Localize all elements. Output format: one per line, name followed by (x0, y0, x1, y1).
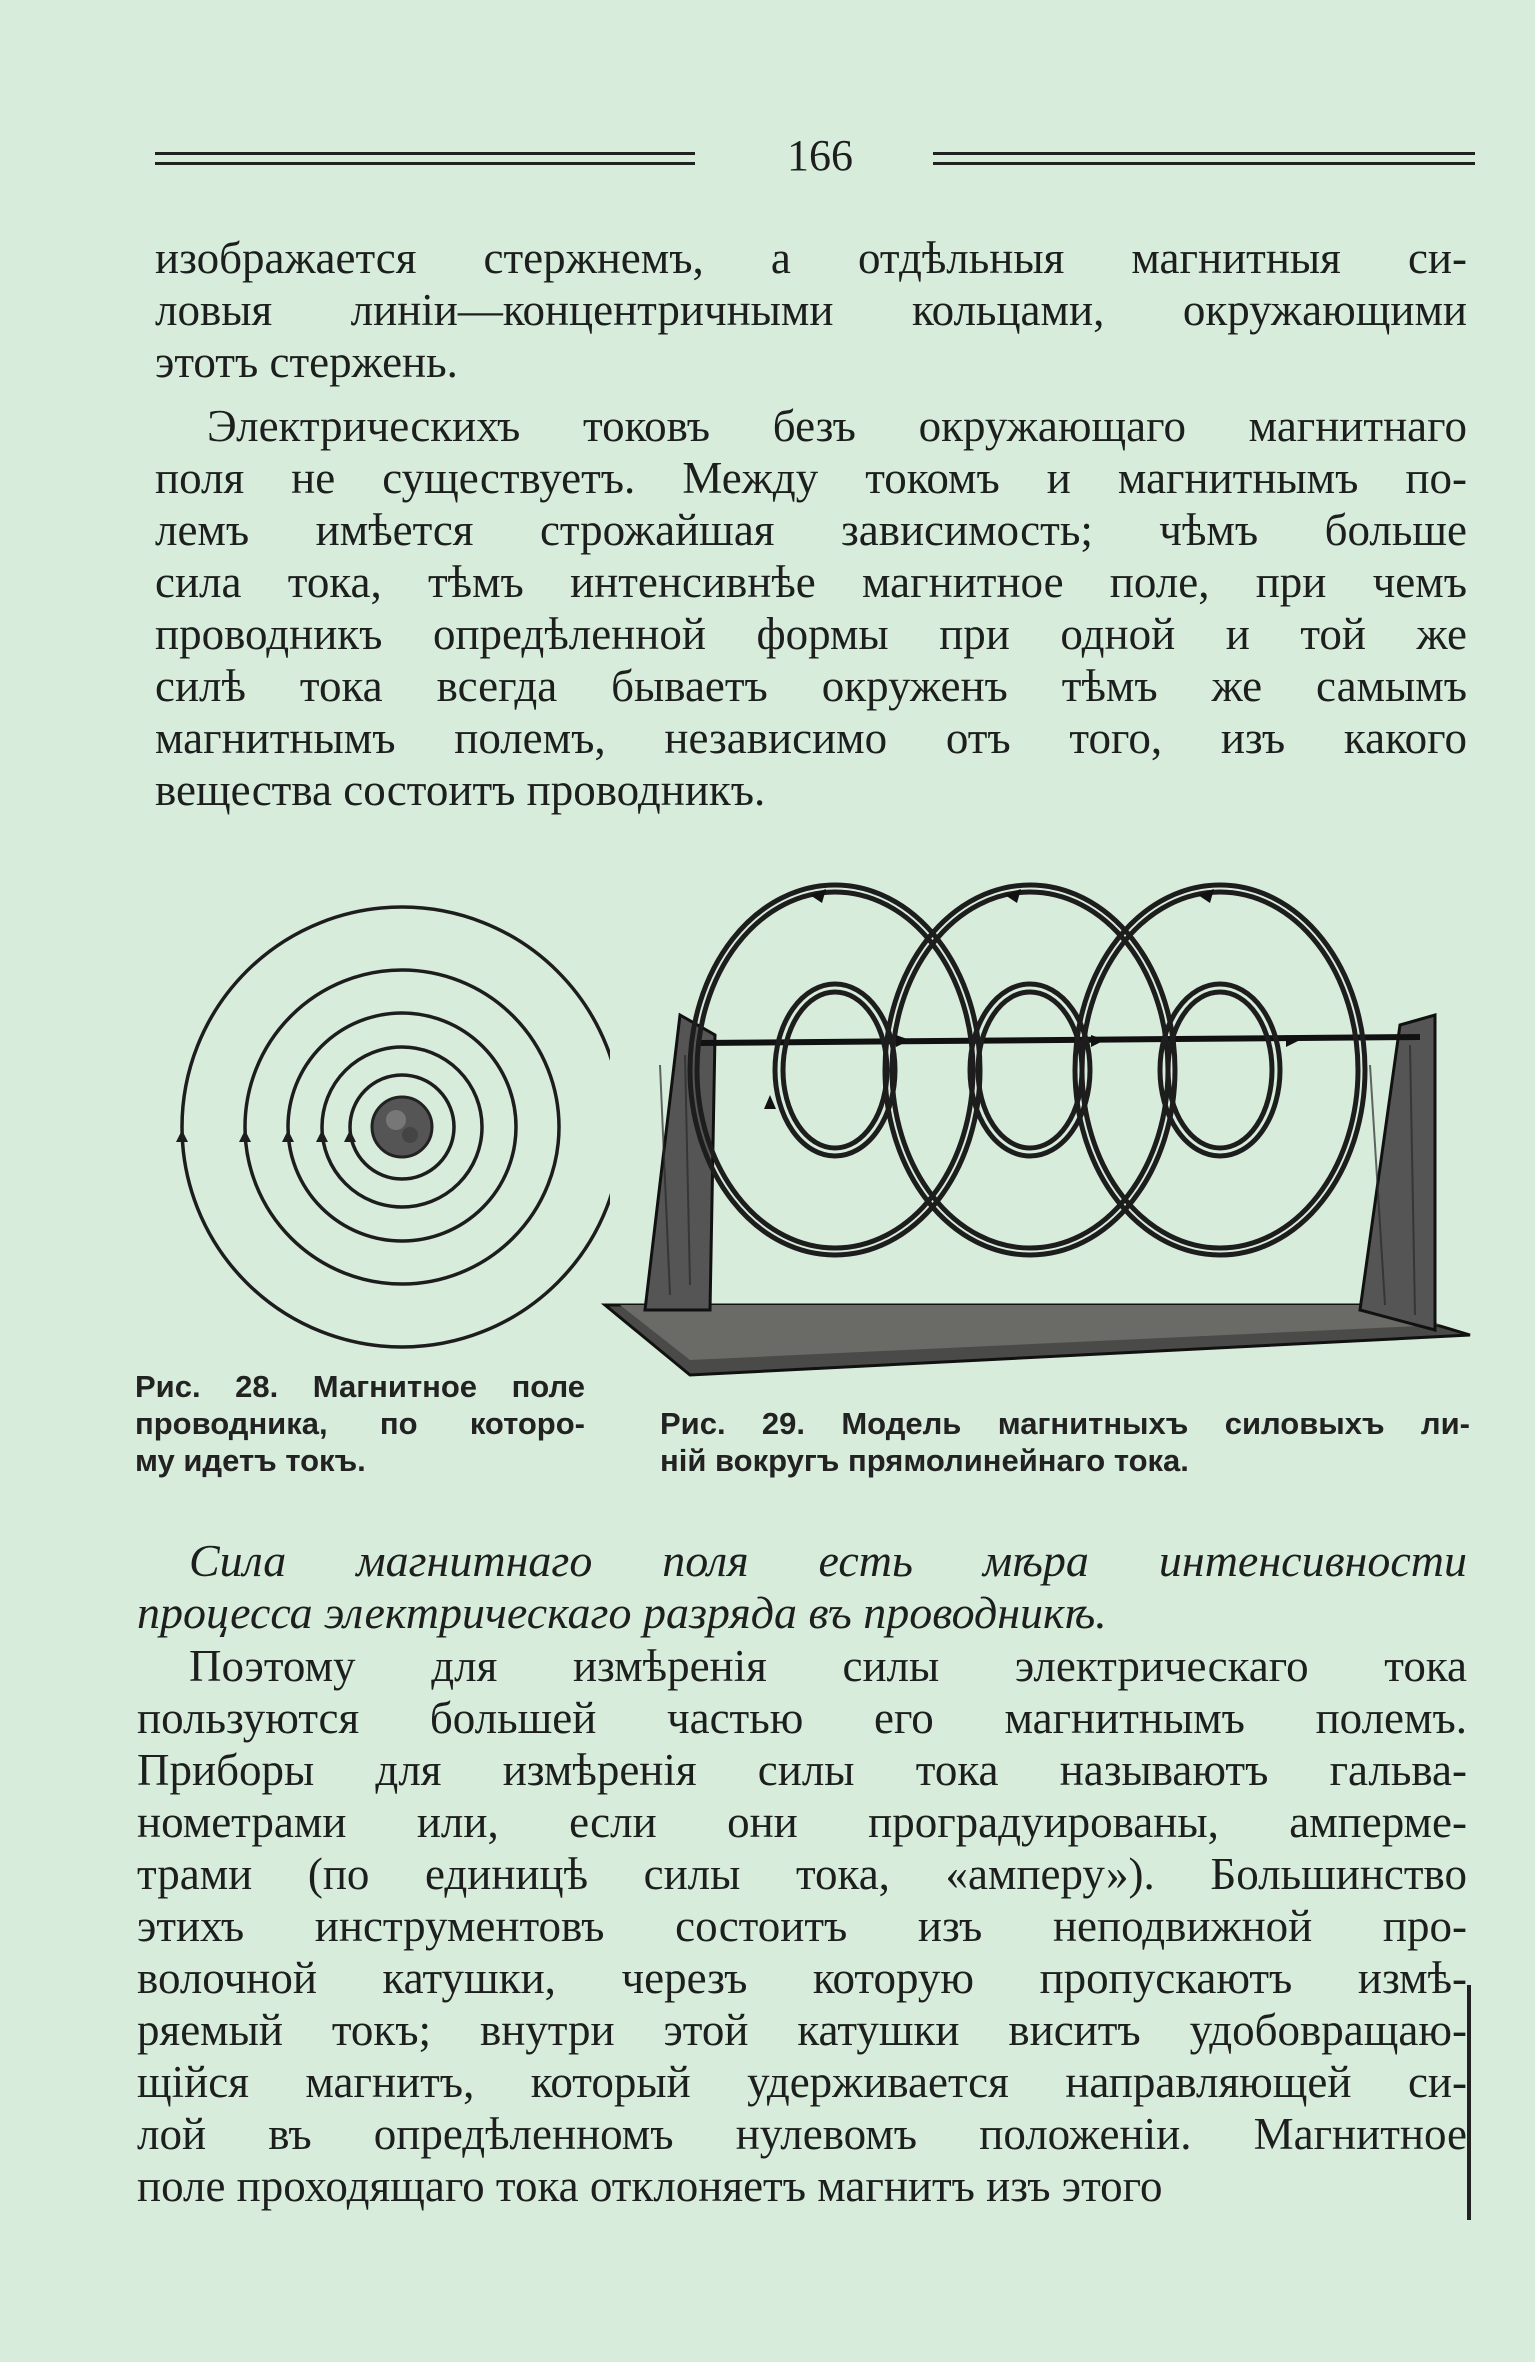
caption-line: Рис. 29. Модель магнитныхъ силовыхъ ли- (660, 1406, 1470, 1441)
text-line: ловыя линіи—концентричными кольцами, окружающими (155, 285, 1467, 335)
text-line: щійся магнитъ, который удерживается направляющей си- (137, 2057, 1467, 2107)
text-line: Сила магнитнаго поля есть мѣра интенсивности (189, 1535, 1467, 1586)
page-header (155, 130, 1475, 190)
paragraph-1 (155, 232, 1467, 388)
caption-line: ній вокругъ прямолинейнаго тока. (660, 1443, 1189, 1478)
figure-29-caption (660, 1405, 1470, 1479)
text-line: изображается стержнемъ, а отдѣльныя магнитныя си- (155, 233, 1467, 283)
figure-28-caption (135, 1368, 585, 1479)
text-line: сила тока, тѣмъ интенсивнѣе магнитное поле, при чемъ (155, 557, 1467, 607)
paragraph-3 (137, 1640, 1467, 2212)
text-line: поле проходящаго тока отклоняетъ магнитъ изъ этого (137, 2161, 1163, 2211)
text-line: Поэтому для измѣренія силы электрическаго тока (189, 1641, 1467, 1691)
text-line: этихъ инструментовъ состоитъ изъ неподвижной про- (137, 1901, 1467, 1951)
text-line: поля не существуетъ. Между токомъ и магнитнымъ по- (155, 453, 1467, 503)
text-line: Электрическихъ токовъ безъ окружающаго магнитнаго (207, 401, 1467, 451)
text-line: лемъ имѣется строжайшая зависимость; чѣмъ больше (155, 505, 1467, 555)
text-line: вещества состоитъ проводникъ. (155, 765, 766, 815)
caption-line: Рис. 28. Магнитное поле (135, 1369, 585, 1404)
caption-line: му идетъ токъ. (135, 1443, 366, 1478)
text-line: волочной катушки, черезъ которую пропускаютъ измѣ- (137, 1953, 1467, 2003)
figure-28-illustration (150, 890, 610, 1360)
page-number: 166 (787, 131, 853, 180)
text-line: этотъ стержень. (155, 337, 458, 387)
margin-rule (1467, 1985, 1471, 2220)
text-line: проводникъ опредѣленной формы при одной и той же (155, 609, 1467, 659)
caption-line: проводника, по которо- (135, 1406, 585, 1441)
text-line: трами (по единицѣ силы тока, «амперу»). Большинство (137, 1849, 1467, 1899)
paragraph-2 (155, 400, 1467, 816)
text-line: Приборы для измѣренія силы тока называютъ гальва- (137, 1745, 1467, 1795)
figure-29-illustration (600, 865, 1480, 1385)
text-line: ряемый токъ; внутри этой катушки виситъ удобовращаю- (137, 2005, 1467, 2055)
text-line: лой въ опредѣленномъ нулевомъ положеніи. Магнитное (137, 2109, 1467, 2159)
text-line: магнитнымъ полемъ, независимо отъ того, изъ какого (155, 713, 1467, 763)
text-line: силѣ тока всегда бываетъ окруженъ тѣмъ же самымъ (155, 661, 1467, 711)
text-line: пользуются большей частью его магнитнымъ полемъ. (137, 1693, 1467, 1743)
header-rule-left (155, 152, 695, 166)
thesis-statement (137, 1535, 1467, 1639)
text-line: процесса электрическаго разряда въ проводникѣ. (137, 1587, 1107, 1638)
text-line: нометрами или, если они проградуированы, амперме- (137, 1797, 1467, 1847)
header-rule-right (933, 152, 1475, 166)
